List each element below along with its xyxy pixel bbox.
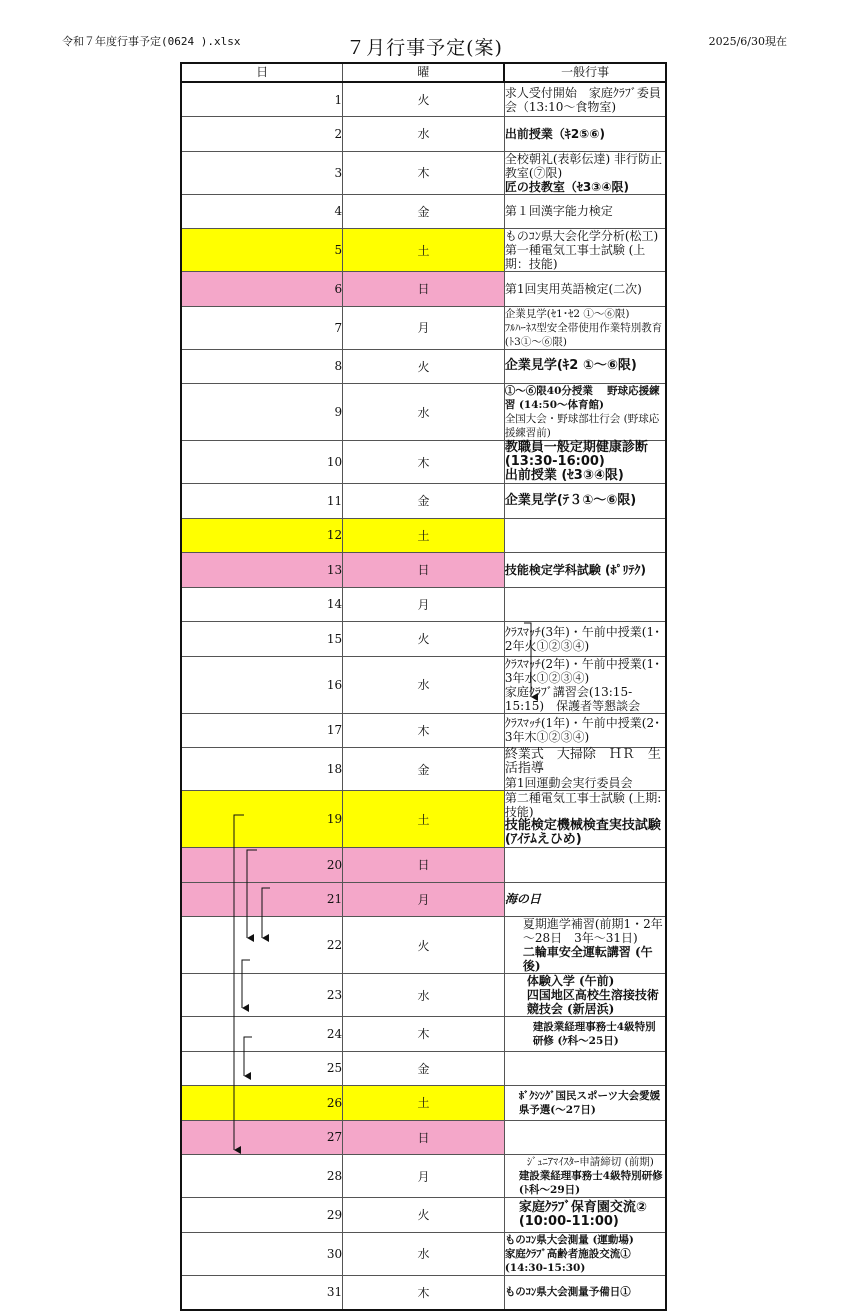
- event-line: 出前授業（ｷ2⑤⑥): [504, 126, 605, 141]
- schedule-row: [181, 518, 666, 553]
- event-cell: [504, 349, 666, 384]
- weekday: 木: [343, 713, 505, 748]
- day-number: 10: [181, 441, 343, 484]
- day-number: 15: [181, 622, 343, 657]
- weekday: 火: [343, 917, 505, 974]
- event-line: 建設業経理事務士4級特別研修 (ﾄ科～29日): [518, 1170, 663, 1196]
- schedule-row: [181, 151, 666, 194]
- event-cell: [504, 553, 666, 588]
- event-line: 求人受付開始 家庭ｸﾗﾌﾞ委員会（13:10～食物室): [504, 85, 661, 114]
- schedule-row: [181, 272, 666, 307]
- day-number: 26: [181, 1086, 343, 1121]
- event-line: 終業式 大掃除 ＨＲ 生活指導: [504, 747, 661, 776]
- schedule-row: [181, 917, 666, 974]
- event-cell: [504, 1086, 666, 1121]
- weekday: 金: [343, 748, 505, 791]
- schedule-row: [181, 848, 666, 883]
- day-number: 1: [181, 82, 343, 117]
- event-cell: [504, 117, 666, 152]
- event-line: 第二種電気工事士試験 (上期:技能): [504, 791, 662, 819]
- event-line: ｸﾗｽﾏｯﾁ(2年)・午前中授業(1･3年水①②③④): [504, 656, 661, 685]
- schedule-row: [181, 748, 666, 791]
- day-number: 14: [181, 587, 343, 622]
- weekday: 土: [343, 229, 505, 272]
- day-number: 25: [181, 1051, 343, 1086]
- day-number: 7: [181, 306, 343, 349]
- weekday: 金: [343, 194, 505, 229]
- page-title: ７月行事予定(案): [346, 37, 503, 59]
- event-cell: [504, 229, 666, 272]
- event-cell: [504, 917, 666, 974]
- event-line: ｼﾞｭﾆｱﾏｲｽﾀｰ申請締切 (前期): [526, 1156, 654, 1168]
- weekday: 火: [343, 82, 505, 117]
- weekday: 土: [343, 1086, 505, 1121]
- event-line: 第1回運動会実行委員会: [504, 776, 633, 790]
- event-line: 建設業経理事務士4級特別研修 (ｹ科～25日): [532, 1020, 656, 1047]
- event-cell: [504, 484, 666, 519]
- weekday: 月: [343, 587, 505, 622]
- event-cell: [504, 656, 666, 713]
- event-line: ｸﾗｽﾏｯﾁ(3年)・午前中授業(1･2年火①②③④): [504, 624, 661, 653]
- schedule-row: [181, 229, 666, 272]
- event-cell: [504, 518, 666, 553]
- weekday: 水: [343, 117, 505, 152]
- schedule-row: [181, 553, 666, 588]
- schedule-row: [181, 974, 666, 1017]
- event-cell: [504, 151, 666, 194]
- day-number: 23: [181, 974, 343, 1017]
- event-line: 技能検定学科試験 (ﾎﾟﾘﾃｸ): [504, 562, 646, 577]
- day-number: 27: [181, 1120, 343, 1155]
- event-cell: [504, 748, 666, 791]
- day-number: 20: [181, 848, 343, 883]
- event-cell: [504, 974, 666, 1017]
- day-number: 4: [181, 194, 343, 229]
- schedule-row: [181, 1275, 666, 1310]
- weekday: 日: [343, 848, 505, 883]
- weekday: 水: [343, 384, 505, 441]
- schedule-row: [181, 441, 666, 484]
- day-number: 21: [181, 882, 343, 917]
- weekday: 日: [343, 1120, 505, 1155]
- event-line: ﾎﾞｸｼﾝｸﾞ国民スポーツ大会愛媛県予選(～27日): [518, 1089, 661, 1116]
- event-line: 技能検定機械検査実技試験 (ｱｲﾃﾑえひめ): [504, 818, 661, 847]
- weekday: 火: [343, 1198, 505, 1233]
- schedule-row: [181, 882, 666, 917]
- event-line: 教職員一般定期健康診断 (13:30-16:00): [504, 440, 648, 469]
- event-line: 家庭ｸﾗﾌﾞ保育園交流② (10:00-11:00): [518, 1199, 647, 1229]
- weekday: 水: [343, 974, 505, 1017]
- day-number: 28: [181, 1155, 343, 1198]
- day-number: 2: [181, 117, 343, 152]
- schedule-row: [181, 349, 666, 384]
- day-number: 18: [181, 748, 343, 791]
- event-cell: [504, 1120, 666, 1155]
- event-line: ものｺﾝ県大会測量 (運動場): [504, 1233, 634, 1246]
- event-cell: [504, 848, 666, 883]
- event-cell: [504, 384, 666, 441]
- event-cell: [504, 82, 666, 117]
- event-cell: [504, 1275, 666, 1310]
- event-cell: [504, 791, 666, 848]
- weekday: 土: [343, 518, 505, 553]
- event-line: ものｺﾝ県大会化学分析(松工): [504, 229, 659, 243]
- event-line: 出前授業 (ｾ3③④限): [504, 468, 624, 483]
- event-line: ﾌﾙﾊｰﾈｽ型安全帯使用作業特別教育 (ﾄ3①～⑥限): [504, 321, 663, 348]
- schedule-row: [181, 1086, 666, 1121]
- weekday: 日: [343, 553, 505, 588]
- day-number: 22: [181, 917, 343, 974]
- weekday: 土: [343, 791, 505, 848]
- event-line: 四国地区高校生溶接技術競技会 (新居浜): [526, 988, 659, 1016]
- event-line: 海の日: [504, 892, 541, 907]
- schedule-row: [181, 1120, 666, 1155]
- day-number: 9: [181, 384, 343, 441]
- event-line: 第一種電気工事士試験 (上期：技能): [504, 243, 646, 271]
- event-cell: [504, 1017, 666, 1052]
- weekday: 木: [343, 441, 505, 484]
- day-number: 29: [181, 1198, 343, 1233]
- schedule-row: [181, 1198, 666, 1233]
- schedule-row: [181, 194, 666, 229]
- weekday: 火: [343, 622, 505, 657]
- weekday: 木: [343, 151, 505, 194]
- weekday: 木: [343, 1017, 505, 1052]
- schedule-row: [181, 1155, 666, 1198]
- schedule-row: [181, 384, 666, 441]
- schedule-table: [180, 62, 667, 1311]
- event-cell: [504, 441, 666, 484]
- event-cell: [504, 622, 666, 657]
- event-cell: [504, 1198, 666, 1233]
- weekday: 金: [343, 484, 505, 519]
- schedule-row: [181, 484, 666, 519]
- event-line: 体験入学 (午前): [526, 974, 615, 988]
- day-number: 16: [181, 656, 343, 713]
- as-of-date: 2025/6/30現在: [708, 35, 787, 48]
- event-cell: [504, 587, 666, 622]
- weekday: 月: [343, 306, 505, 349]
- weekday: 金: [343, 1051, 505, 1086]
- weekday: 木: [343, 1275, 505, 1310]
- day-number: 24: [181, 1017, 343, 1052]
- event-line: 家庭ｸﾗﾌﾞ講習会(13:15-15:15) 保護者等懇談会: [504, 684, 641, 713]
- schedule-row: [181, 1017, 666, 1052]
- col-header-events: 一般行事: [504, 63, 666, 82]
- schedule-row: [181, 713, 666, 748]
- event-cell: [504, 1232, 666, 1275]
- event-cell: [504, 1155, 666, 1198]
- event-cell: [504, 194, 666, 229]
- weekday: 水: [343, 1232, 505, 1275]
- event-line: 二輪車安全運転講習 (午後): [522, 945, 653, 973]
- day-number: 13: [181, 553, 343, 588]
- event-cell: [504, 272, 666, 307]
- event-line: 企業見学(ｷ2 ①～⑥限): [504, 358, 637, 374]
- day-number: 30: [181, 1232, 343, 1275]
- schedule-row: [181, 791, 666, 848]
- schedule-row: [181, 306, 666, 349]
- event-line: 企業見学(ﾃ３①～⑥限): [504, 492, 637, 508]
- event-line: 家庭ｸﾗﾌﾞ高齢者施設交流① (14:30-15:30): [504, 1247, 631, 1274]
- schedule-row: [181, 82, 666, 117]
- weekday: 月: [343, 882, 505, 917]
- event-line: ものｺﾝ県大会測量予備日①: [504, 1286, 631, 1298]
- day-number: 8: [181, 349, 343, 384]
- day-number: 5: [181, 229, 343, 272]
- day-number: 12: [181, 518, 343, 553]
- col-header-day: 日: [181, 63, 343, 82]
- event-cell: [504, 1051, 666, 1086]
- day-number: 3: [181, 151, 343, 194]
- event-cell: [504, 713, 666, 748]
- event-line: 全国大会・野球部壮行会 (野球応援練習前): [504, 413, 660, 439]
- day-number: 19: [181, 791, 343, 848]
- event-line: 第１回漢字能力検定: [504, 204, 613, 219]
- schedule-row: [181, 1051, 666, 1086]
- schedule-row: [181, 587, 666, 622]
- schedule-row: [181, 117, 666, 152]
- event-line: 夏期進学補習(前期1・2年～28日 3年～31日): [522, 917, 663, 945]
- day-number: 6: [181, 272, 343, 307]
- day-number: 17: [181, 713, 343, 748]
- event-cell: [504, 882, 666, 917]
- schedule-row: [181, 622, 666, 657]
- event-line: 全校朝礼(表彰伝達) 非行防止教室(⑦限): [504, 151, 662, 180]
- event-line: 企業見学(ｾ1･ｾ2 ①～⑥限): [504, 307, 630, 320]
- event-line: 匠の技教室（ｾ3③④限): [504, 179, 629, 194]
- event-line: ①～⑥限40分授業 野球応援練習 (14:50～体育館): [504, 385, 660, 411]
- event-line: ｸﾗｽﾏｯﾁ(1年)・午前中授業(2･3年木①②③④): [504, 716, 661, 745]
- schedule-row: [181, 1232, 666, 1275]
- day-number: 31: [181, 1275, 343, 1310]
- weekday: 月: [343, 1155, 505, 1198]
- weekday: 火: [343, 349, 505, 384]
- schedule-row: [181, 656, 666, 713]
- weekday: 水: [343, 656, 505, 713]
- event-cell: [504, 306, 666, 349]
- col-header-weekday: 曜: [343, 63, 505, 82]
- day-number: 11: [181, 484, 343, 519]
- event-line: 第1回実用英語検定(二次): [504, 281, 642, 296]
- weekday: 日: [343, 272, 505, 307]
- file-name: 令和７年度行事予定(0624 ).xlsx: [62, 35, 241, 48]
